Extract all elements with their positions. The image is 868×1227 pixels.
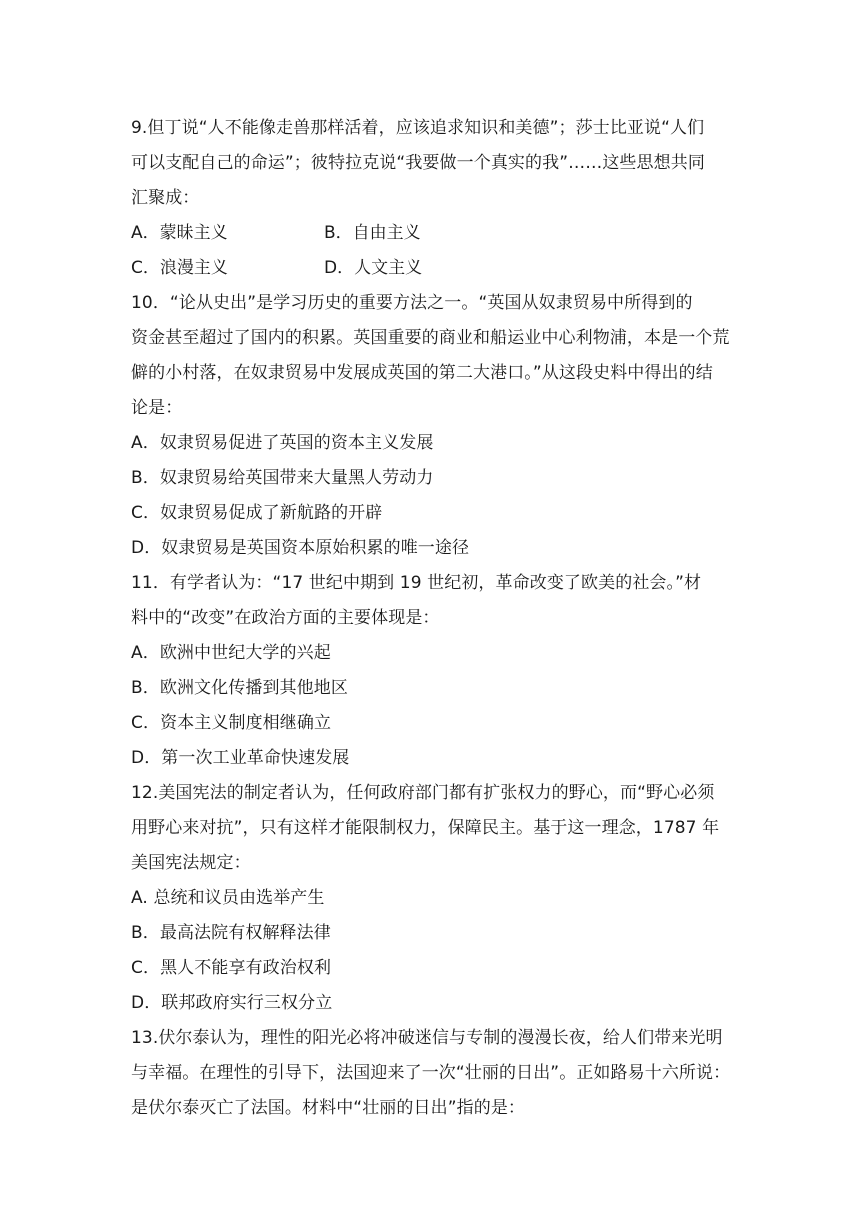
question-13-stem-line-2: 与幸福。在理性的引导下，法国迎来了一次“壮丽的日出”。正如路易十六所说：	[131, 1063, 731, 1083]
question-9-stem-line-1: 9.但丁说“人不能像走兽那样活着，应该追求知识和美德”；莎士比亚说“人们	[131, 118, 705, 138]
question-9-option-c: C．浪漫主义	[131, 258, 228, 278]
question-9-option-d: D．人文主义	[324, 258, 423, 278]
question-9-stem-line-2: 可以支配自己的命运”；彼特拉克说“我要做一个真实的我”……这些思想共同	[131, 153, 705, 173]
question-10-stem-line-3: 僻的小村落，在奴隶贸易中发展成英国的第二大港口。”从这段史料中得出的结	[131, 363, 713, 383]
question-12-stem-line-3: 美国宪法规定：	[131, 853, 251, 873]
question-11-option-a: A．欧洲中世纪大学的兴起	[131, 643, 331, 663]
question-10-option-c: C．奴隶贸易促成了新航路的开辟	[131, 503, 383, 523]
question-13	[131, 1021, 748, 1126]
question-11-option-d: D．第一次工业革命快速发展	[131, 748, 350, 768]
question-13-stem-line-1: 13.伏尔泰认为，理性的阳光必将冲破迷信与专制的漫漫长夜，给人们带来光明	[131, 1028, 723, 1048]
question-10-stem-line-2: 资金甚至超过了国内的积累。英国重要的商业和船运业中心利物浦，本是一个荒	[131, 328, 730, 348]
question-11-stem-line-2: 料中的“改变”在政治方面的主要体现是：	[131, 608, 440, 628]
question-12-option-a: A. 总统和议员由选举产生	[131, 888, 325, 908]
question-9-option-a: A．蒙昧主义	[131, 223, 228, 243]
question-9-options-row-1	[131, 216, 748, 251]
question-11	[131, 566, 748, 776]
question-9-stem-line-3: 汇聚成：	[131, 188, 200, 208]
question-12-option-b: B．最高法院有权解释法律	[131, 923, 331, 943]
question-11-option-b: B．欧洲文化传播到其他地区	[131, 678, 348, 698]
question-10-option-d: D．奴隶贸易是英国资本原始积累的唯一途径	[131, 538, 470, 558]
question-10	[131, 286, 748, 566]
question-10-stem-line-1: 10．“论从史出”是学习历史的重要方法之一。“英国从奴隶贸易中所得到的	[131, 293, 693, 313]
question-13-stem-line-3: 是伏尔泰灭亡了法国。材料中“壮丽的日出”指的是：	[131, 1098, 526, 1118]
question-10-option-a: A．奴隶贸易促进了英国的资本主义发展	[131, 433, 434, 453]
question-9-options-row-2	[131, 251, 748, 286]
question-12-stem-line-1: 12.美国宪法的制定者认为，任何政府部门都有扩张权力的野心，而“野心必须	[131, 783, 715, 803]
question-9	[131, 111, 748, 286]
question-12	[131, 776, 748, 1021]
question-9-option-b: B．自由主义	[324, 223, 421, 243]
question-10-stem-line-4: 论是：	[131, 398, 183, 418]
question-10-option-b: B．奴隶贸易给英国带来大量黑人劳动力	[131, 468, 434, 488]
question-12-stem-line-2: 用野心来对抗”，只有这样才能限制权力，保障民主。基于这一理念，1787 年	[131, 818, 720, 838]
question-11-stem-line-1: 11．有学者认为：“17 世纪中期到 19 世纪初，革命改变了欧美的社会。”材	[131, 573, 702, 593]
question-12-option-c: C．黑人不能享有政治权利	[131, 958, 332, 978]
question-11-option-c: C．资本主义制度相继确立	[131, 713, 332, 733]
question-12-option-d: D．联邦政府实行三权分立	[131, 993, 333, 1013]
